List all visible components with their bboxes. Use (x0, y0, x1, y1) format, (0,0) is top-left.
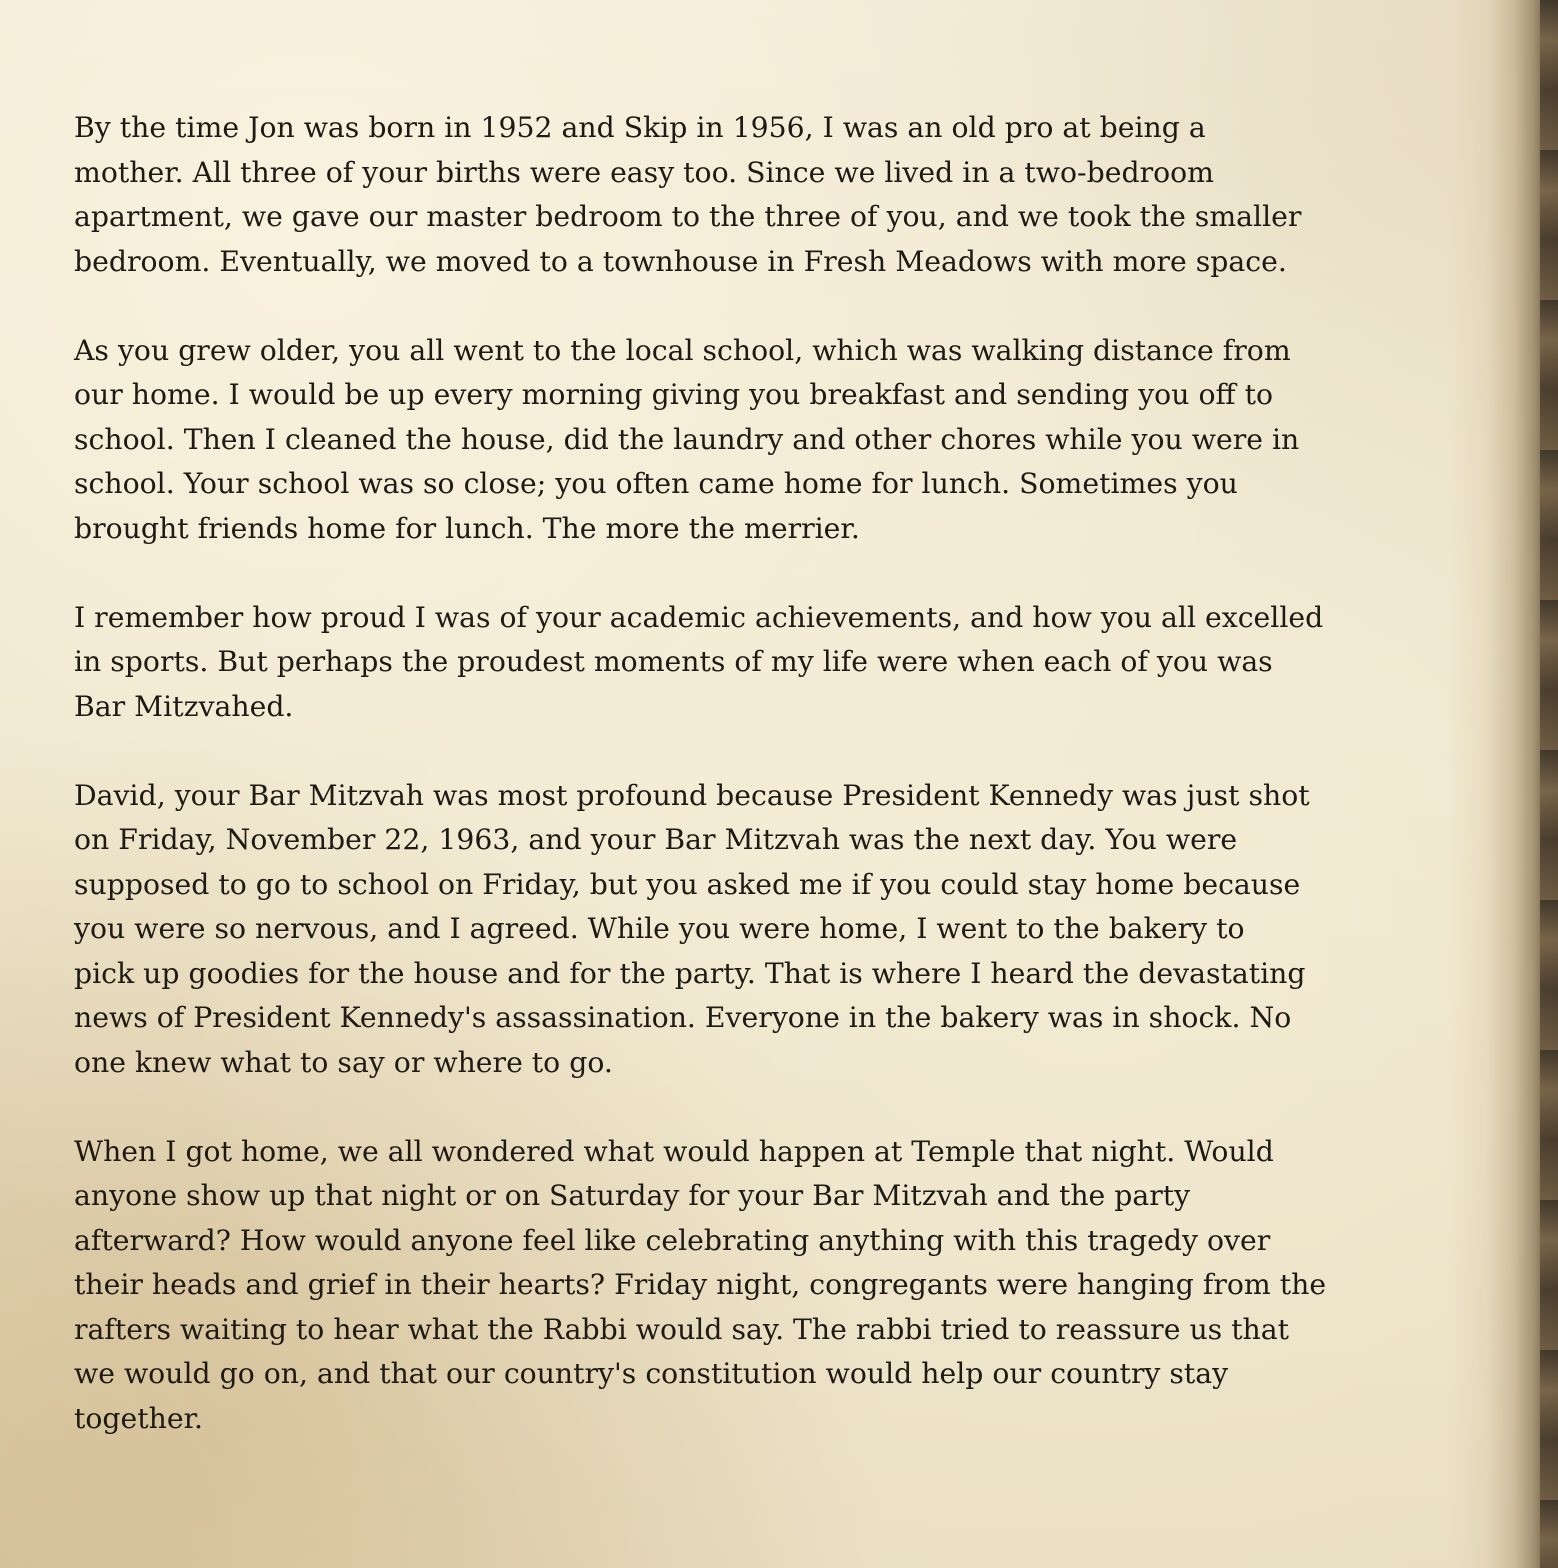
paragraph-births: By the time Jon was born in 1952 and Skip in 1956, I was an old pro at being a mother. All three of your births were easy too. Since we lived in a two-bedroom apartment, we gave our master bedroom to the three of you, and we took the smaller bedroom. Eventually, we moved to a townhouse in Fresh Meadows with more space. (74, 111, 1302, 278)
book-page-edge (1448, 0, 1558, 1568)
memoir-text (74, 106, 1364, 1441)
paragraph-temple: When I got home, we all wondered what would happen at Temple that night. Would anyone show up that night or on Saturday for your Bar Mitzvah and the party afterward? How would anyone feel like celebrating anything with this tragedy over their heads and grief in their hearts? Friday night, congregants were hanging from the rafters waiting to hear what the Rabbi would say. The rabbi tried to reassure us that we would go on, and that our country's constitution would help our country stay together. (74, 1134, 1327, 1435)
paragraph-school: As you grew older, you all went to the local school, which was walking distance from our home. I would be up every morning giving you breakfast and sending you off to school. Then I cleaned the house, did the laundry and other chores while you were in school. Your school was so close; you often came home for lunch. Sometimes you brought friends home for lunch. The more the merrier. (74, 333, 1300, 545)
paragraph-achievements: I remember how proud I was of your academic achievements, and how you all excelled in sports. But perhaps the proudest moments of my life were when each of you was Bar Mitzvahed. (74, 600, 1324, 723)
paragraph-bar-mitzvah-kennedy: David, your Bar Mitzvah was most profound because President Kennedy was just shot on Friday, November 22, 1963, and your Bar Mitzvah was the next day. You were supposed to go to school on Friday, but you asked me if you could stay home because you were so nervous, and I agreed. While you were home, I went to the bakery to pick up goodies for the house and for the party. That is where I heard the devastating news of President Kennedy's assassination. Everyone in the bakery was in shock. No one knew what to say or where to go. (74, 778, 1310, 1079)
